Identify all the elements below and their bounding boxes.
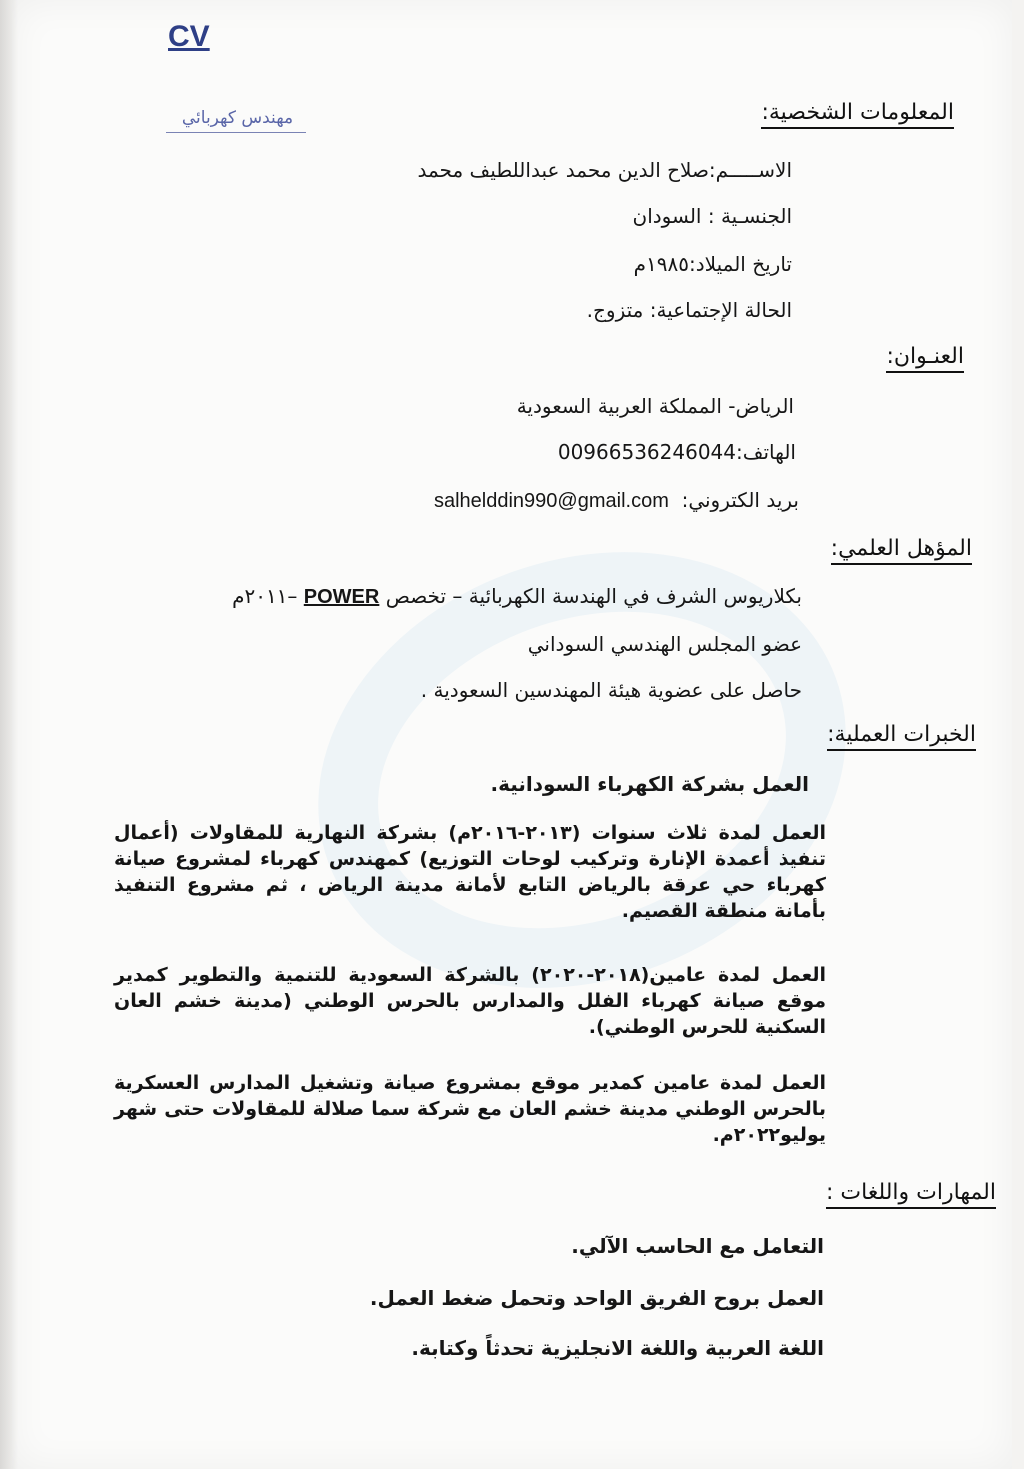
birth-date-line: تاريخ الميلاد:١٩٨٥م bbox=[633, 252, 792, 276]
job-tagline: مهندس كهربائي bbox=[181, 108, 294, 128]
experience-item: العمل لمدة عامين(٢٠١٨-٢٠٢٠) بالشركة السعودية للتنمية والتطوير كمدير موقع صيانة كهرباء الفلل والمدارس بالحرس الوطني (مدينة خشم العان السكنية للحرس الوطني). bbox=[114, 964, 826, 1038]
skill-item: التعامل مع الحاسب الآلي. bbox=[571, 1234, 824, 1258]
personal-info-heading: المعلومات الشخصية: bbox=[761, 100, 954, 125]
email-line bbox=[434, 488, 799, 513]
experience-item: العمل لمدة عامين كمدير موقع بمشروع صيانة وتشغيل المدارس العسكرية بالحرس الوطني مدينة خشم العان مع شركة سما صلالة للمقاولات حتى شهر يوليو٢٠٢٢م. bbox=[114, 1072, 826, 1146]
email-label: بريد الكتروني: bbox=[681, 488, 799, 512]
skill-item: العمل بروح الفريق الواحد وتحمل ضغط العمل. bbox=[369, 1286, 824, 1310]
tagline-underline bbox=[166, 132, 306, 133]
experience-item: العمل بشركة الكهرباء السودانية. bbox=[490, 772, 809, 796]
skill-item: اللغة العربية واللغة الانجليزية تحدثاً وكتابة. bbox=[411, 1336, 824, 1360]
phone-line bbox=[558, 440, 796, 464]
phone-label: الهاتف: bbox=[736, 440, 796, 464]
membership-sudan-line: عضو المجلس الهندسي السوداني bbox=[527, 632, 802, 656]
phone-number: 00966536246044 bbox=[557, 440, 737, 464]
page-edge-shadow bbox=[0, 0, 18, 1469]
address-heading: العنـوان: bbox=[886, 344, 964, 369]
degree-specialty: POWER bbox=[303, 586, 380, 608]
experience-item: العمل لمدة ثلاث سنوات (٢٠١٣-٢٠١٦م) بشركة النهارية للمقاولات (أعمال تنفيذ أعمدة الإنارة وتركيب لوحات التوزيع) كمهندس كهرباء لمشروع صيانة كهرباء حي عرقة بالرياض التابع لأمانة مدينة الرياض ، ثم مشروع التنفيذ بأمانة منطقة القصيم. bbox=[114, 822, 826, 922]
degree-line bbox=[232, 584, 802, 609]
cv-title: CV bbox=[168, 20, 210, 53]
nationality-line: الجنسـية : السودان bbox=[632, 204, 792, 228]
degree-year: –٢٠١١م bbox=[232, 584, 304, 608]
membership-saudi-line: حاصل على عضوية هيئة المهندسين السعودية . bbox=[420, 678, 802, 702]
name-line: الاســـــم:صلاح الدين محمد عبداللطيف محمد bbox=[417, 158, 792, 182]
experience-heading: الخبرات العملية: bbox=[827, 722, 976, 747]
qualification-heading: المؤهل العلمي: bbox=[831, 536, 972, 561]
skills-heading: المهارات واللغات : bbox=[826, 1180, 996, 1205]
email-address: salhelddin990@gmail.com bbox=[433, 490, 669, 512]
degree-text: بكلاريوس الشرف في الهندسة الكهربائية – تخصص bbox=[379, 584, 802, 608]
location-line: الرياض- المملكة العربية السعودية bbox=[516, 394, 794, 418]
marital-status-line: الحالة الإجتماعية: متزوج. bbox=[586, 298, 792, 322]
